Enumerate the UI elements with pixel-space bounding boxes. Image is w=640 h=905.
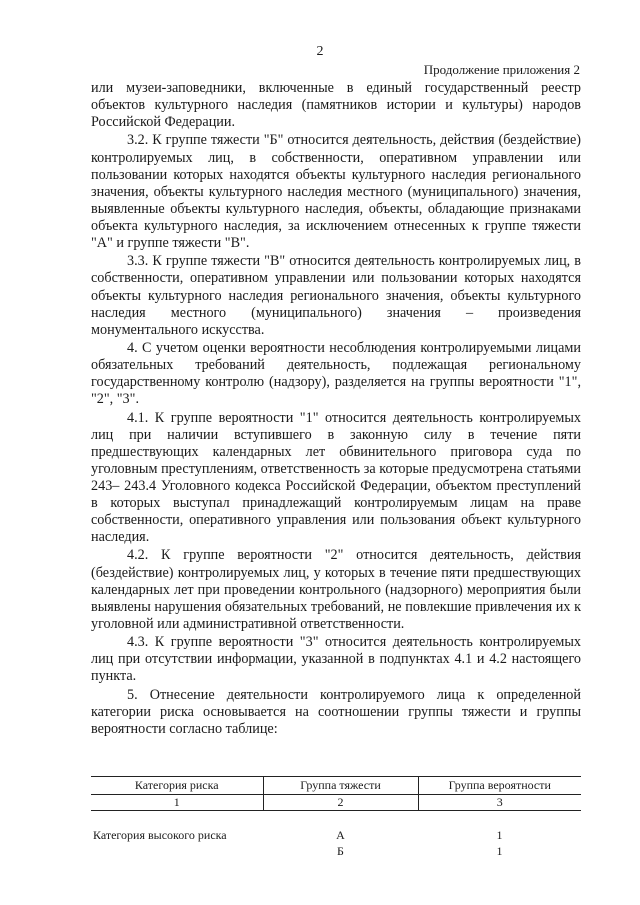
paragraph-3-2: 3.2. К группе тяжести "Б" относится деятельность, действия (бездействие) контролируемых лиц, в собственности, оперативном управлении или пользовании которых находятся объекты культурного наследия регионального значения, объекты культурного наследия местного (муниципального) значения, выявленные объекты культурного наследия, объекты, обладающие признаками объекта культурного наследия, за исключением отнесенных к группе тяжести "А" и группе тяжести "В". (91, 132, 581, 252)
column-number: 3 (418, 795, 581, 811)
paragraph-4-2: 4.2. К группе вероятности "2" относится деятельность, действия (бездействие) контролируемых лиц, у которых в течение пяти предшествующих календарных лет при проведении контрольного (надзорного) мероприятия были выявлены нарушения обязательных требований, не повлекшие привлечения их к уголовной или административной ответственности. (91, 547, 581, 632)
paragraph-4: 4. С учетом оценки вероятности несоблюдения контролируемыми лицами обязательных требований деятельность, подлежащая региональному государственному контролю (надзору), разделяется на группы вероятности "1", "2", "3". (91, 339, 581, 408)
paragraph-5: 5. Отнесение деятельности контролируемого лица к определенной категории риска основывается на соотношении группы тяжести и группы вероятности согласно таблице: (91, 686, 581, 737)
table-header-row (91, 777, 581, 795)
probability-cell: 1 (496, 844, 503, 858)
paragraph-4-1: 4.1. К группе вероятности "1" относится деятельность контролируемых лиц при наличии вступившего в законную силу в течение пяти предшествующих календарных лет обвинительного приговора суда по уголовным преступлениям, ответственность за которые предусмотрена статьями 243– 243.4 Уголовного кодекса Российской Федерации, объектом преступлений в которых выступал принадлежащий контролируемым лицам на праве собственности, оперативного управления или пользования объект культурного наследия. (91, 409, 581, 546)
table-row (91, 843, 581, 859)
column-number: 2 (263, 795, 418, 811)
severity-cell: А (336, 828, 345, 842)
continuation-note: Продолжение приложения 2 (423, 62, 580, 77)
column-number: 1 (91, 795, 263, 811)
risk-category-table (91, 776, 581, 859)
header-probability-group: Группа вероятности (418, 777, 581, 795)
paragraph-4-3: 4.3. К группе вероятности "3" относится деятельность контролируемых лиц при отсутствии информации, указанной в подпунктах 4.1 и 4.2 настоящего пункта. (91, 634, 581, 685)
severity-cell: Б (337, 844, 344, 858)
probability-cell: 1 (496, 828, 503, 842)
header-severity-group: Группа тяжести (263, 777, 418, 795)
page-number: 2 (316, 44, 324, 59)
risk-category-cell (91, 843, 263, 859)
paragraph-3-3: 3.3. К группе тяжести "В" относится деятельность контролируемых лиц, в собственности, оперативном управлении или пользовании которых находятся объекты культурного наследия регионального значения, объекты культурного наследия местного (муниципального) значения – произведения монументального искусства. (91, 253, 581, 338)
document-body (91, 80, 581, 739)
paragraph: или музеи-заповедники, включенные в единый государственный реестр объектов культурного наследия (памятников истории и культуры) народов Российской Федерации. (91, 80, 581, 131)
header-risk-category: Категория риска (91, 777, 263, 795)
table-row (91, 811, 581, 844)
risk-category-cell: Категория высокого риска (93, 828, 227, 842)
table-column-numbers-row (91, 795, 581, 811)
